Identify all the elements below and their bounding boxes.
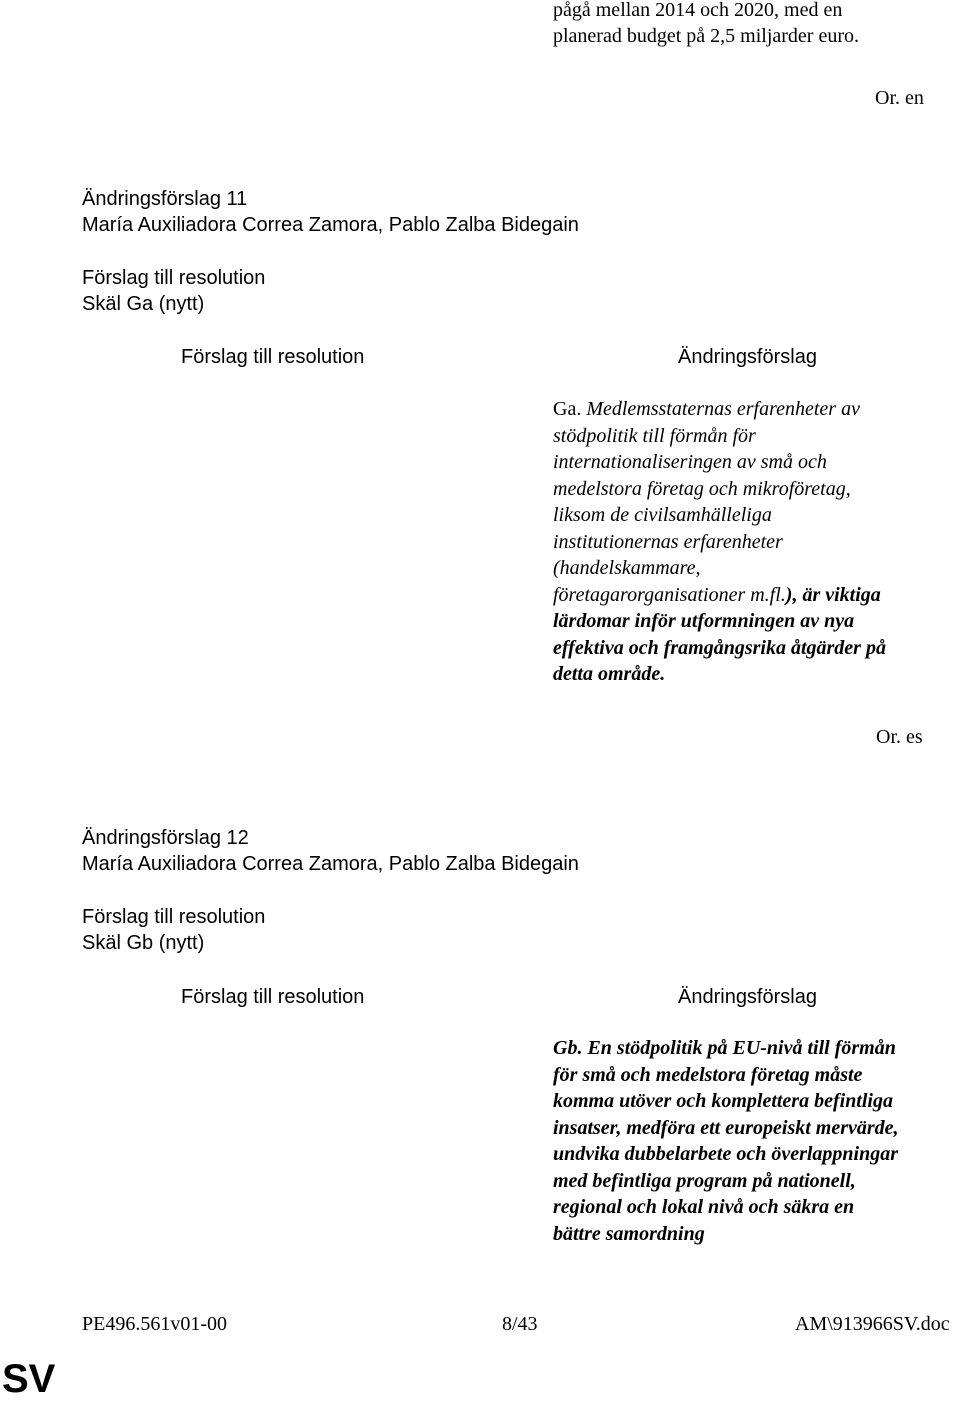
text-line: företagarorganisationer m.fl.), är viktiga — [553, 583, 881, 606]
column-header-right: Ändringsförslag — [678, 346, 817, 368]
text-line: institutionernas erfarenheter — [553, 530, 783, 553]
proposal-type: Förslag till resolution — [82, 267, 266, 289]
text-line: internationaliseringen av små och — [553, 451, 827, 473]
column-header-left: Förslag till resolution — [181, 346, 365, 368]
text-line: detta område. — [553, 663, 666, 685]
text-line: med befintliga program på nationell, — [553, 1169, 856, 1192]
text-line: bättre samordning — [553, 1222, 705, 1245]
column-header-left: Förslag till resolution — [181, 986, 365, 1008]
language-code: SV — [2, 1357, 56, 1401]
document-reference: PE496.561v01-00 — [82, 1313, 227, 1335]
amendment-authors: María Auxiliadora Correa Zamora, Pablo Zalba Bidegain — [82, 853, 579, 875]
amendment-text — [553, 1035, 958, 1247]
amendment-text — [553, 396, 958, 688]
column-header-right: Ändringsförslag — [678, 986, 817, 1008]
text-line: stödpolitik till förmån för — [553, 424, 756, 447]
text-line: för små och medelstora företag måste — [553, 1063, 863, 1086]
text-line: regional och lokal nivå och säkra en — [553, 1196, 855, 1218]
original-language-en: Or. en — [875, 87, 924, 109]
text-line: lärdomar inför utformningen av nya — [553, 610, 855, 632]
text-line: insatser, medföra ett europeiskt mervärde, — [553, 1116, 899, 1139]
file-name: AM\913966SV.doc — [795, 1313, 950, 1335]
page-number: 8/43 — [502, 1313, 538, 1335]
text-line: (handelskammare, — [553, 557, 701, 579]
text-line: Ga. Medlemsstaternas erfarenheter av — [553, 398, 860, 420]
original-language-es: Or. es — [876, 726, 923, 748]
intro-line-1: pågå mellan 2014 och 2020, med en — [553, 0, 843, 21]
intro-line-2: planerad budget på 2,5 miljarder euro. — [553, 25, 859, 47]
text-line: effektiva och framgångsrika åtgärder på — [553, 636, 886, 659]
recital-label: Skäl Gb (nytt) — [82, 932, 205, 954]
text-line: komma utöver och komplettera befintliga — [553, 1090, 893, 1112]
amendment-heading: Ändringsförslag 11 — [82, 188, 248, 210]
recital-label: Skäl Ga (nytt) — [82, 293, 205, 315]
proposal-type: Förslag till resolution — [82, 906, 266, 928]
text-line: liksom de civilsamhälleliga — [553, 504, 772, 526]
amendment-authors: María Auxiliadora Correa Zamora, Pablo Zalba Bidegain — [82, 214, 579, 236]
amendment-heading: Ändringsförslag 12 — [82, 827, 249, 849]
text-line: Gb. En stödpolitik på EU-nivå till förmån — [553, 1037, 896, 1059]
text-line: undvika dubbelarbete och överlappningar — [553, 1143, 899, 1165]
text-line: medelstora företag och mikroföretag, — [553, 477, 851, 500]
